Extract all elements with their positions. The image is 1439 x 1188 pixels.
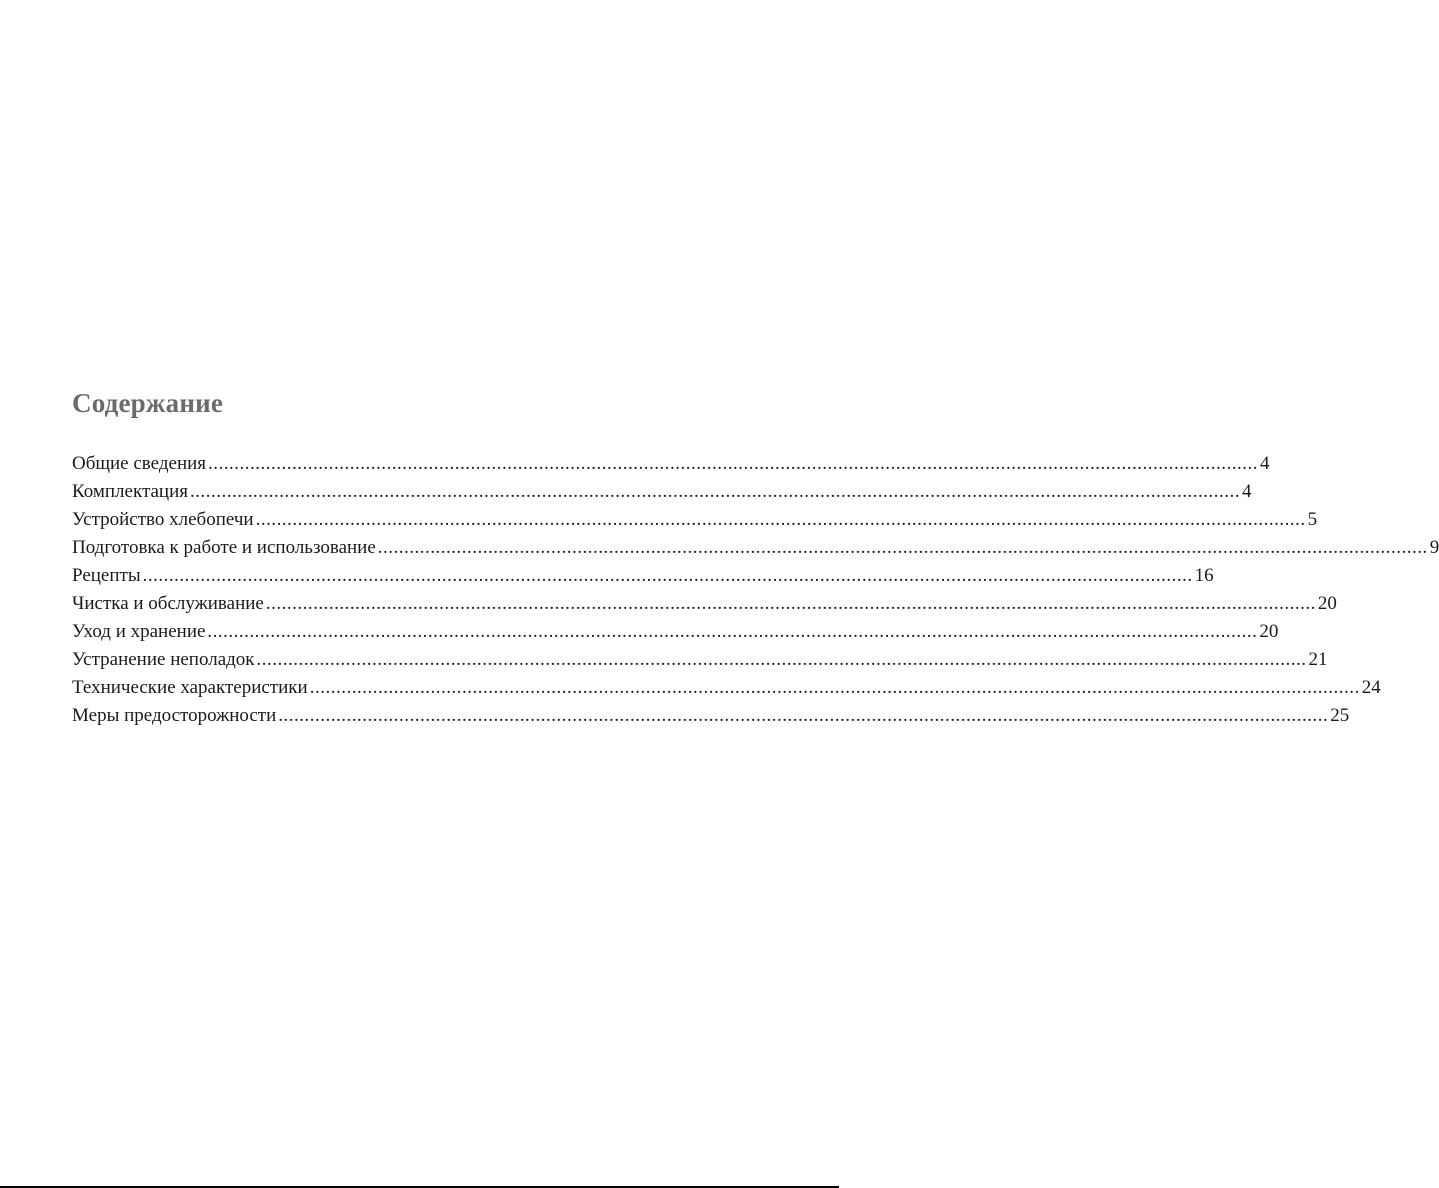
toc-entry-label: Общие сведения <box>72 453 207 474</box>
toc-entry-label: Подготовка к работе и использование <box>72 537 376 558</box>
toc-entry-label: Комплектация <box>72 481 188 502</box>
toc-leader-dots: ........................................................................................................................................................................................................ <box>190 481 1240 502</box>
toc-entry-page: 25 <box>1330 705 1350 726</box>
toc-entry-label: Меры предосторожности <box>72 705 277 726</box>
toc-entry-label: Устранение неполадок <box>72 649 255 670</box>
toc-entry <box>72 450 1270 478</box>
toc-leader-dots: ........................................................................................................................................................................................................ <box>309 677 1360 698</box>
toc-leader-dots: ........................................................................................................................................................................................................ <box>278 705 1329 726</box>
toc-entry-page: 21 <box>1308 649 1328 670</box>
toc-entry <box>72 646 1328 674</box>
toc-entry <box>72 506 1318 534</box>
toc-entry <box>72 618 1279 646</box>
toc-entry <box>72 562 1214 590</box>
toc-entry <box>72 534 1439 562</box>
toc-entry-page: 5 <box>1307 509 1318 530</box>
toc-leader-dots: ........................................................................................................................................................................................................ <box>377 537 1428 558</box>
toc-leader-dots: ........................................................................................................................................................................................................ <box>142 565 1193 586</box>
toc-leader-dots: ........................................................................................................................................................................................................ <box>255 509 1306 530</box>
toc-entry-page: 16 <box>1194 565 1214 586</box>
toc-entry-page: 9 <box>1429 537 1439 558</box>
toc-entry <box>72 674 1381 702</box>
toc-entry-label: Рецепты <box>72 565 141 586</box>
toc-entry-page: 24 <box>1361 677 1381 698</box>
toc-entry-page: 4 <box>1260 453 1270 474</box>
toc-entry <box>72 590 1337 618</box>
toc-entry-label: Уход и хранение <box>72 621 206 642</box>
toc-entry-page: 20 <box>1259 621 1279 642</box>
toc-entry <box>72 702 1350 730</box>
toc-entry-page: 20 <box>1317 593 1337 614</box>
toc-leader-dots: ........................................................................................................................................................................................................ <box>265 593 1316 614</box>
toc-entry-label: Чистка и обслуживание <box>72 593 264 614</box>
toc-leader-dots: ........................................................................................................................................................................................................ <box>208 453 1259 474</box>
toc-entry-label: Устройство хлебопечи <box>72 509 254 530</box>
toc-leader-dots: ........................................................................................................................................................................................................ <box>256 649 1307 670</box>
toc-list <box>72 450 1439 730</box>
toc-entry <box>72 478 1252 506</box>
toc-entry-label: Технические характеристики <box>72 677 308 698</box>
toc-entry-page: 4 <box>1242 481 1252 502</box>
toc-title: Содержание <box>72 388 224 418</box>
toc-leader-dots: ........................................................................................................................................................................................................ <box>207 621 1258 642</box>
